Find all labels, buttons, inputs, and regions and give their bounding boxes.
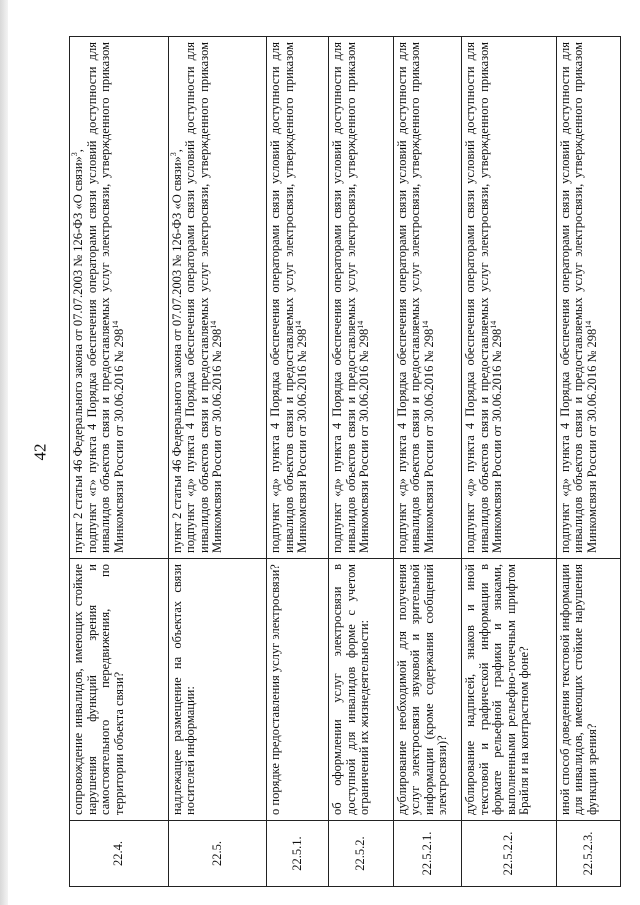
- legal-reference-item: [331, 42, 372, 553]
- footnote-marker: 14: [110, 320, 120, 329]
- legal-reference-text: пункт 2 статьи 46 Федерального закона от 07.07.2003 № 126-ФЗ «О связи»: [169, 156, 184, 553]
- legal-reference: [70, 37, 169, 559]
- legal-reference: [462, 37, 556, 559]
- scan-edge-shadow: [0, 0, 8, 905]
- reference-punctuation: ,: [169, 149, 184, 153]
- legal-reference: [393, 37, 462, 559]
- requirement-description: дублирование надписей, знаков и иной текстовой и графической информации в формате рельефной графики и знаками, выполненными рельефно-точечным шрифтом Брайля и на контрастном фоне?: [462, 559, 556, 821]
- row-number: 22.5.2.: [329, 821, 393, 887]
- legal-reference-text: подпункт «г» пункта 4 Порядка обеспечения операторами связи условий доступности для инвалидов объектов связи и предоставляемых услуг электросвязи, утвержденного приказом Минкомсвязи России от 30.06.2016 № 298: [84, 42, 126, 553]
- requirements-table: [69, 36, 621, 887]
- legal-reference-item: [559, 42, 600, 553]
- legal-reference-text: подпункт «д» пункта 4 Порядка обеспечения операторами связи условий доступности для инвалидов объектов связи и предоставляемых услуг электросвязи, утвержденного приказом Минкомсвязи России от 30.06.2016 № 298: [268, 42, 310, 553]
- table-row: [267, 37, 329, 887]
- legal-reference: [329, 37, 393, 559]
- legal-reference-item: [396, 42, 437, 553]
- row-number: 22.5.: [168, 821, 267, 887]
- legal-reference-item: [168, 42, 185, 553]
- page-number: 42: [30, 443, 50, 461]
- footnote-marker: 14: [583, 320, 593, 329]
- legal-reference-item: [69, 42, 86, 553]
- table-row: [556, 37, 620, 887]
- table-row: [393, 37, 462, 887]
- requirement-description: об оформлении услуг электросвязи в доступной для инвалидов форме с учетом ограничений их жизнедеятельности:: [329, 559, 393, 821]
- requirement-description: о порядке предоставления услуг электросвязи?: [267, 559, 329, 821]
- legal-reference-item: [269, 42, 310, 553]
- legal-reference-text: подпункт «д» пункта 4 Порядка обеспечения операторами связи условий доступности для инвалидов объектов связи и предоставляемых услуг электросвязи, утвержденного приказом Минкомсвязи России от 30.06.2016 № 298: [463, 42, 505, 553]
- footnote-marker: 14: [489, 320, 499, 329]
- footnote-marker: 3: [69, 152, 79, 157]
- footnote-marker: 3: [168, 152, 178, 157]
- row-number: 22.5.2.1.: [393, 821, 462, 887]
- requirement-description: иной способ доведения текстовой информации для инвалидов, имеющих стойкие нарушения функции зрения?: [556, 559, 620, 821]
- footnote-marker: 14: [208, 320, 218, 329]
- legal-reference-item: [464, 42, 505, 553]
- row-number: 22.5.2.2.: [462, 821, 556, 887]
- legal-reference: [267, 37, 329, 559]
- requirement-description: сопровождение инвалидов, имеющих стойкие нарушения функций зрения и самостоятельного передвижения, по территории объекта связи?: [70, 559, 169, 821]
- requirement-description: дублирование необходимой для получения услуг электросвязи звуковой и зрительной информации (кроме содержания сообщений электросвязи)?: [393, 559, 462, 821]
- table-row: [168, 37, 267, 887]
- legal-reference: [556, 37, 620, 559]
- legal-reference-text: подпункт «д» пункта 4 Порядка обеспечения операторами связи условий доступности для инвалидов объектов связи и предоставляемых услуг электросвязи, утвержденного приказом Минкомсвязи России от 30.06.2016 № 298: [557, 42, 599, 553]
- footnote-marker: 14: [294, 320, 304, 329]
- requirement-description: надлежащее размещение на объектах связи носителей информации:: [168, 559, 267, 821]
- row-number: 22.4.: [70, 821, 169, 887]
- table-row: [329, 37, 393, 887]
- legal-reference-text: пункт 2 статьи 46 Федерального закона от 07.07.2003 № 126-ФЗ «О связи»: [71, 156, 85, 553]
- row-number: 22.5.1.: [267, 821, 329, 887]
- legal-reference-text: подпункт «д» пункта 4 Порядка обеспечения операторами связи условий доступности для инвалидов объектов связи и предоставляемых услуг электросвязи, утвержденного приказом Минкомсвязи России от 30.06.2016 № 298: [330, 42, 372, 553]
- rotated-table-container: [69, 37, 621, 887]
- legal-reference-item: [184, 42, 225, 553]
- row-number: 22.5.2.3.: [556, 821, 620, 887]
- footnote-marker: 14: [420, 320, 430, 329]
- legal-reference: [168, 37, 267, 559]
- legal-reference-item: [86, 42, 127, 553]
- table-body: [70, 37, 621, 887]
- legal-reference-text: подпункт «д» пункта 4 Порядка обеспечения операторами связи условий доступности для инвалидов объектов связи и предоставляемых услуг электросвязи, утвержденного приказом Минкомсвязи России от 30.06.2016 № 298: [183, 42, 225, 553]
- footnote-marker: 14: [356, 320, 366, 329]
- table-row: [462, 37, 556, 887]
- legal-reference-text: подпункт «д» пункта 4 Порядка обеспечения операторами связи условий доступности для инвалидов объектов связи и предоставляемых услуг электросвязи, утвержденного приказом Минкомсвязи России от 30.06.2016 № 298: [394, 42, 436, 553]
- table-row: [70, 37, 169, 887]
- reference-punctuation: ,: [71, 149, 85, 153]
